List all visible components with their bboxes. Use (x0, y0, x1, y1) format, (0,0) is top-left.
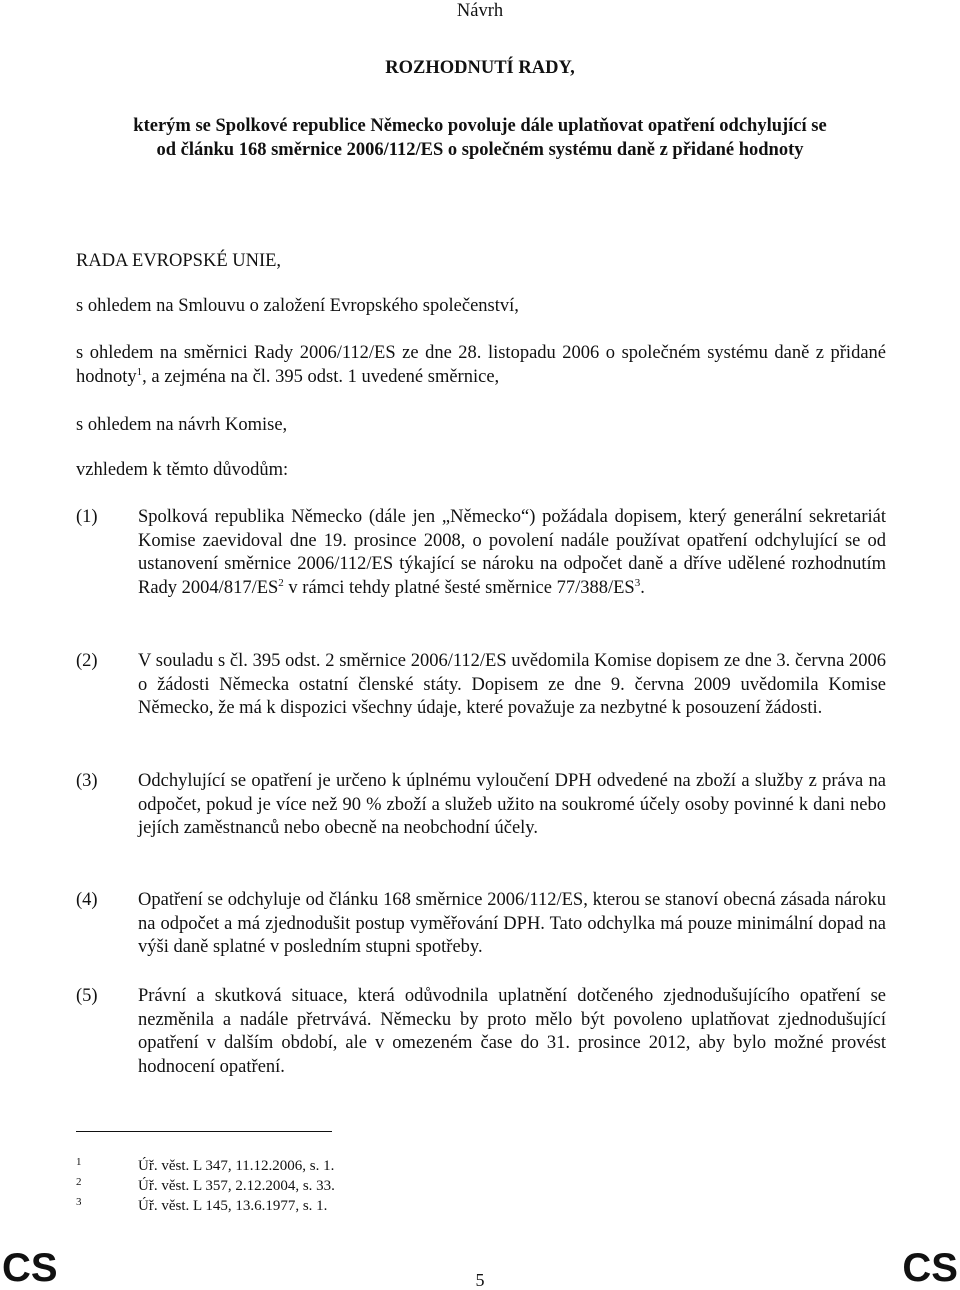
recital-5: (5) Právní a skutková situace, která odůvodnila uplatnění dotčeného zjednodušujícího opatření se nezměnila a nadále přetrvává. Německu by proto mělo být povoleno uplatňovat zjednodušující opatření v dalším období, ale v omezeném čase do 31. prosince 2012, aby bylo možné provést hodnocení opatření. (76, 986, 886, 1077)
whereas-heading: vzhledem k těmto důvodům: (76, 460, 289, 480)
page-title: ROZHODNUTÍ RADY, (385, 58, 575, 78)
recital-3: (3) Odchylující se opatření je určeno k úplnému vyloučení DPH odvedené na zboží a služby z práva na odpočet, pokud je více než 90 % zboží a služeb užito na soukromé účely osoby povinné k dani nebo jejích zaměstnanců nebo obecně na neobchodní účely. (76, 771, 886, 838)
citation-directive: s ohledem na směrnici Rady 2006/112/ES ze dne 28. listopadu 2006 o společném systému daně z přidané hodnoty$^1$, a zejména na čl. 395 odst. 1 uvedené směrnice, (76, 343, 886, 387)
recital-number: (3) (76, 771, 98, 791)
draft-label: Návrh (456, 1, 504, 21)
recital-2: (2) V souladu s čl. 395 odst. 2 směrnice 2006/112/ES uvědomila Komise dopisem ze dne 3. června 2006 o žádosti Německa ostatní členské státy. Dopisem ze dne 9. června 2009 uvědomila Komise Německo, že má k dispozici všechny údaje, které považuje za nezbytné k posouzení žádosti. (76, 651, 886, 718)
language-code-left: CS (2, 1246, 58, 1290)
recital-number: (5) (76, 986, 98, 1006)
recital-number: (1) (76, 507, 98, 527)
page-number: 5 (475, 1270, 485, 1290)
subtitle: kterým se Spolkové republice Německo povoluje dále uplatňovat opatření odchylující se od článku 168 směrnice 2006/112/ES o společném systému daně z přidané hodnoty (133, 116, 827, 160)
recital-number: (4) (76, 890, 98, 910)
recital-1: (1) Spolková republika Německo (dále jen „Německo“) požádala dopisem, který generální sekretariát Komise zaevidoval dne 19. prosince 2008, o povolení nadále používat opatření odchylující se od ustanovení směrnice 2006/112/ES týkající se nároku na odpočet daně a dříve udělené rozhodnutím Rady $2004/817/ES^2$ v rámci tehdy platné šesté směrnice $77/388/ES^3$. (76, 507, 886, 598)
council-heading: RADA EVROPSKÉ UNIE, (76, 251, 282, 271)
citation-proposal: s ohledem na návrh Komise, (76, 415, 288, 435)
footnote-separator (76, 1131, 332, 1132)
recital-number: (2) (76, 651, 98, 671)
language-code-right: CS (902, 1246, 958, 1290)
citation-treaty: s ohledem na Smlouvu o založení Evropského společenství, (76, 296, 519, 316)
recital-4: (4) Opatření se odchyluje od článku 168 směrnice 2006/112/ES, kterou se stanoví obecná zásada nároku na odpočet a má zjednodušit postup vyměřování DPH. Tato odchylka má pouze minimální dopad na výši daně splatné v posledním stupni spotřeby. (76, 890, 886, 957)
